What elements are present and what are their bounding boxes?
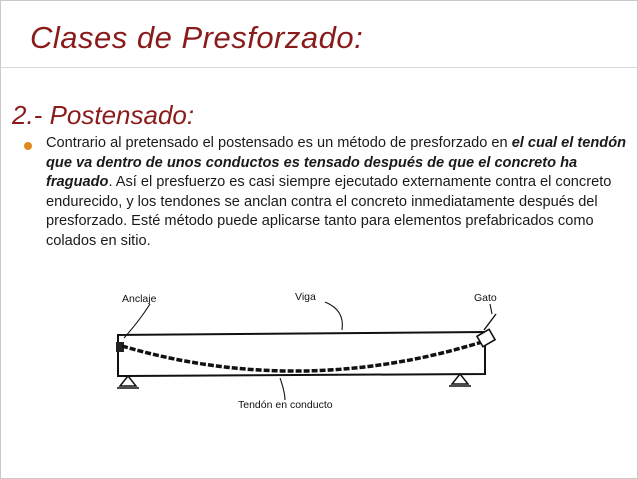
left-support-icon — [117, 376, 139, 388]
paragraph-text-2: . Así el presfuerzo es casi siempre ejecutado externamente contra el concreto endurecido, y los tendones se anclan contra el concreto inmediatamente después del presforzado. Esté método puede aplicarse tanto para elementos prefabricados como colados en sitio. — [46, 174, 612, 249]
beam-leader — [325, 302, 342, 330]
body-paragraph — [46, 134, 628, 252]
paragraph-text-1: Contrario al pretensado el postensado es un método de presforzado en — [46, 135, 512, 151]
label-tendon: Tendón en conducto — [238, 399, 333, 411]
label-anchor: Anclaje — [122, 293, 157, 305]
bullet-icon — [24, 142, 32, 150]
jack-leader — [490, 304, 492, 314]
paragraph-bold-text: el cual el tendón que va dentro de unos conductos es tensado después de que el concreto ha fraguado — [46, 135, 627, 191]
jack-icon — [477, 314, 496, 347]
beam-diagram-svg — [100, 280, 530, 415]
anchor-leader — [124, 304, 150, 338]
slide-title: Clases de Presforzado: — [30, 20, 364, 55]
label-jack: Gato — [474, 292, 497, 304]
postensado-diagram — [100, 280, 530, 415]
label-beam: Viga — [295, 291, 316, 303]
tendon-leader — [280, 378, 285, 400]
right-support-icon — [449, 374, 471, 386]
title-divider — [0, 67, 638, 68]
section-subtitle: 2.- Postensado: — [12, 100, 195, 130]
